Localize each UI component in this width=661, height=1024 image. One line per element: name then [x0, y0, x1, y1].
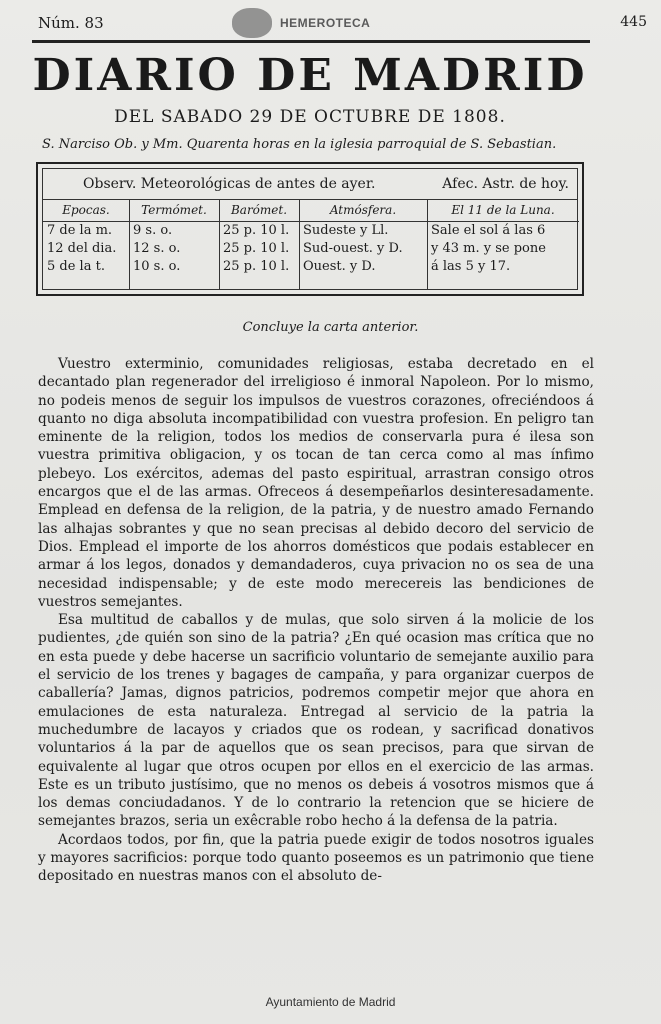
meteo-right-title: Afec. Astr. de hoy. [442, 176, 569, 192]
article-subtitle: Concluye la carta anterior. [242, 320, 419, 335]
column-epocas [43, 199, 130, 289]
table-cell: 7 de la m. [47, 223, 113, 238]
meteo-left-title: Observ. Meteorológicas de antes de ayer. [83, 176, 376, 192]
article-body [38, 355, 594, 886]
meteo-header [43, 169, 577, 200]
footer-credit: Ayuntamiento de Madrid [265, 995, 396, 1009]
date-line: DEL SABADO 29 DE OCTUBRE DE 1808. [114, 107, 506, 127]
table-cell: Sud-ouest. y D. [303, 241, 403, 256]
paragraph: Vuestro exterminio, comunidades religiosas, estaba decretado en el decantado plan regenerador del irreligioso é inmoral Napoleon. Por lo mismo, no podeis menos de seguir los impulsos de vuestros corazones, ofreciéndoos á quanto no diga absoluta incompatibilidad con vuestra profesion. En peligro tan eminente de la religion, todos los medios de conservarla pura é ilesa son vuestra primitiva obligacion, y os tocan de tan cerca como al mas ínfimo plebeyo. Los exércitos, ademas del pasto espiritual, arrastran consigo otros encargos que el de las armas. Ofreceos á desempeñarlos desinteresadamente. Emplead en defensa de la religion, de la patria, y de nuestro amado Fernando las alhajas sobrantes y que no sean precisas al debido decoro del servicio de Dios. Emplead el importe de los ahorros domésticos que podais establecer en armar á los legos, donados y demandaderos, cuya privacion no os sea de una necesidad indispensable; y de este modo merecereis las bendiciones de vuestros semejantes. [38, 356, 594, 610]
table-cell: 25 p. 10 l. [223, 259, 290, 274]
masthead-title: DIARIO DE MADRID [32, 50, 588, 101]
page-number: 445 [620, 14, 647, 30]
column-termometro [129, 199, 220, 289]
stamp-seal-icon [232, 8, 272, 38]
top-rule [32, 40, 590, 43]
paragraph: Acordaos todos, por fin, que la patria puede exigir de todos nosotros iguales y mayores sacrificios: porque todo quanto poseemos es un patrimonio que tiene depositado en nuestras manos con el absoluto de- [38, 831, 594, 885]
saints-line: S. Narciso Ob. y Mm. Quarenta horas en la iglesia parroquial de S. Sebastian. [42, 137, 557, 152]
column-header: Epocas. [43, 199, 129, 222]
table-cell: 9 s. o. [133, 223, 173, 238]
hemeroteca-stamp [232, 8, 392, 36]
table-cell: 10 s. o. [133, 259, 181, 274]
table-cell: Ouest. y D. [303, 259, 376, 274]
column-atmosfera [299, 199, 428, 289]
stamp-text: HEMEROTECA [280, 16, 371, 30]
issue-number: Núm. 83 [38, 14, 104, 32]
paragraph: Esa multitud de caballos y de mulas, que solo sirven á la molicie de los pudientes, ¿de quién son sino de la patria? ¿En qué ocasion mas crítica que no en esta puede y debe hacerse un sacrificio voluntario de semejante auxilio para el servicio de los trenes y bagages de campaña, y para organizar cuerpos de caballería? Jamas, dignos patricios, podremos competir mejor que ahora en emulaciones de esta naturaleza. Entregad al servicio de la patria la muchedumbre de lacayos y criados que os rodean, y sacrificad donativos voluntarios á la par de aquellos que os sean precisos, para que sirvan de equivalente al lugar que otros ocupen por ellos en el exercicio de las armas. Este es un tributo justísimo, que no menos os debeis á vosotros mismos que á los demas conciudadanos. Y de lo contrario la retencion que se hiciere de semejantes brazos, seria un exêcrable robo hecho á la defensa de la patria. [38, 612, 594, 830]
table-cell: 25 p. 10 l. [223, 223, 290, 238]
column-header: Atmósfera. [299, 199, 427, 222]
table-cell: 25 p. 10 l. [223, 241, 290, 256]
column-header: El 11 de la Luna. [427, 199, 579, 222]
column-header: Termómet. [129, 199, 219, 222]
table-cell: á las 5 y 17. [431, 259, 511, 274]
table-cell: y 43 m. y se pone [431, 241, 546, 256]
table-cell: Sudeste y Ll. [303, 223, 389, 238]
table-cell: 5 de la t. [47, 259, 105, 274]
column-luna [427, 199, 579, 289]
table-cell: 12 s. o. [133, 241, 181, 256]
table-cell: Sale el sol á las 6 [431, 223, 546, 238]
column-barometro [219, 199, 300, 289]
table-cell: 12 del dia. [47, 241, 117, 256]
meteorological-table [36, 162, 584, 296]
column-header: Barómet. [219, 199, 299, 222]
